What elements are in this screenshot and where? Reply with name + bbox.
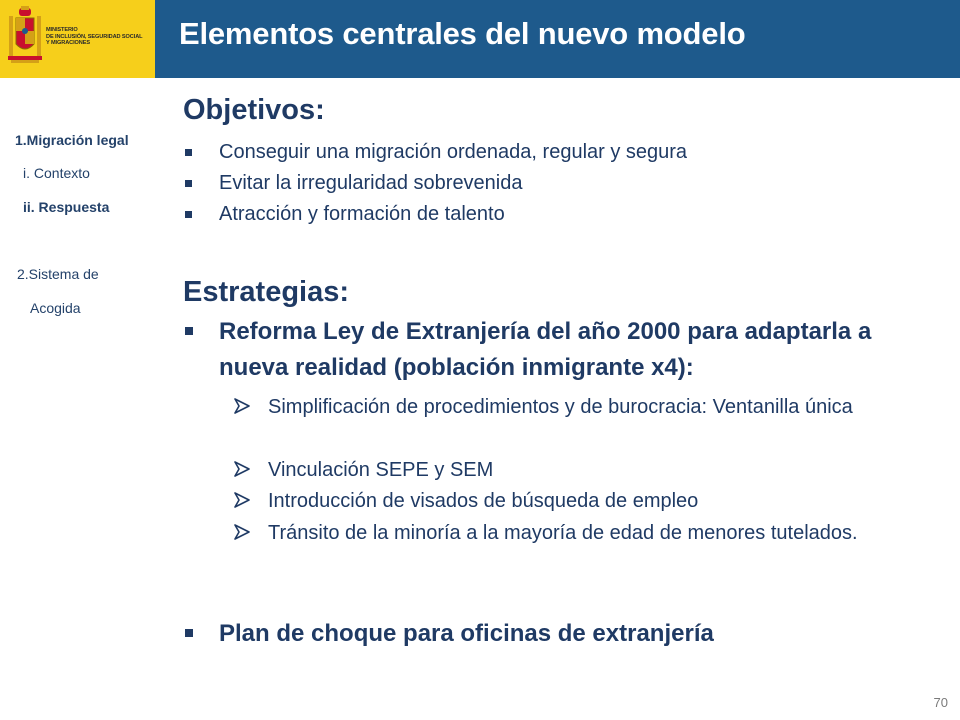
sidebar-item-sistema-de: 2.Sistema de: [17, 266, 99, 282]
square-bullet-icon: [185, 327, 193, 335]
arrow-bullet-icon: [233, 461, 251, 477]
coat-of-arms-icon: [8, 6, 42, 68]
objetivos-heading: Objetivos:: [183, 94, 325, 126]
page-number: 70: [933, 695, 948, 710]
arrow-bullet-icon: [233, 398, 251, 414]
sidebar-item-migracion-legal: 1.Migración legal: [15, 132, 129, 148]
square-bullet-icon: [185, 211, 192, 218]
title-bar: [155, 0, 960, 78]
square-bullet-icon: [185, 180, 192, 187]
arrow-bullet-icon: [233, 524, 251, 540]
page-title: Elementos centrales del nuevo modelo: [179, 16, 746, 51]
square-bullet-icon: [185, 149, 192, 156]
estrategias-heading: Estrategias:: [183, 276, 350, 308]
ministry-logo: [0, 0, 155, 78]
ministry-name: MINISTERIO DE INCLUSIÓN, SEGURIDAD SOCIAL Y MIGRACIONES: [46, 27, 143, 47]
sidebar-item-acogida: Acogida: [30, 300, 81, 316]
square-bullet-icon: [185, 629, 193, 637]
sidebar-item-contexto: i. Contexto: [23, 165, 90, 181]
sidebar-item-respuesta: ii. Respuesta: [23, 199, 110, 215]
arrow-bullet-icon: [233, 492, 251, 508]
